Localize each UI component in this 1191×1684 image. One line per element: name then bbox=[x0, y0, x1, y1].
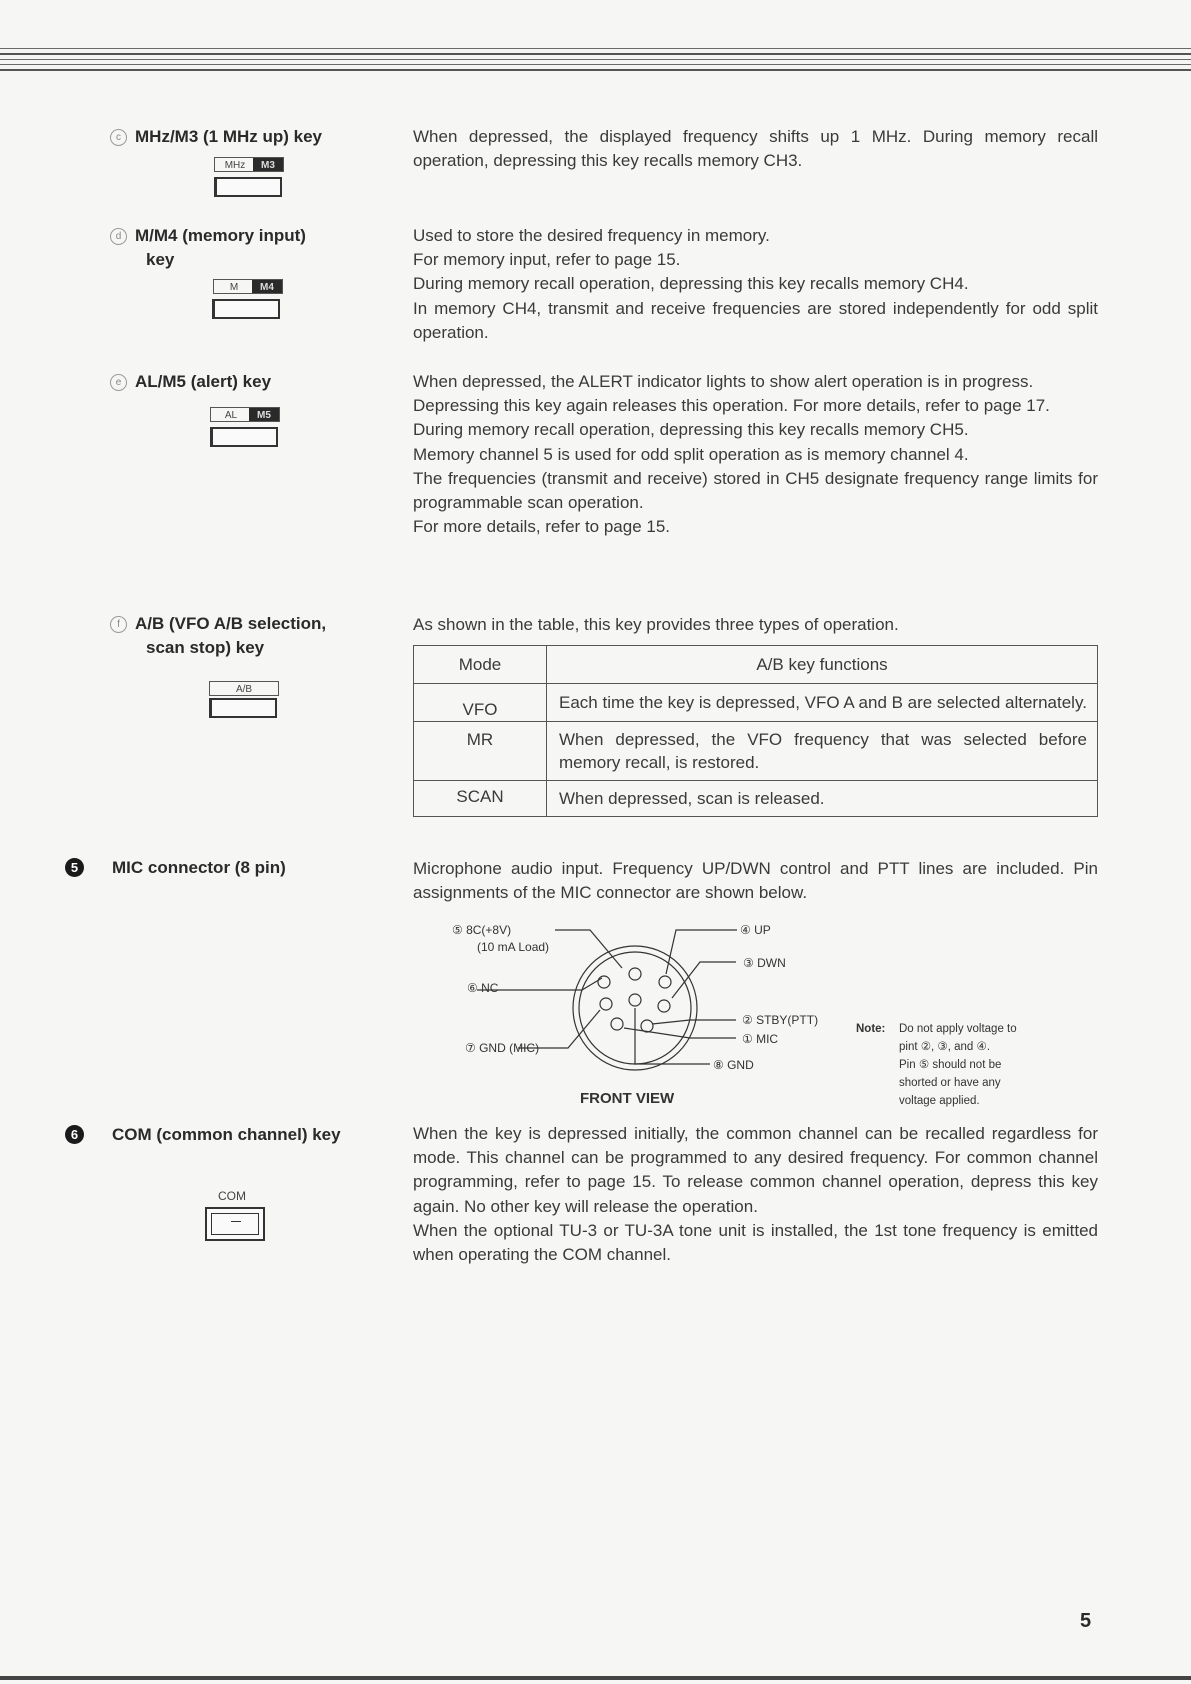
com-key[interactable] bbox=[205, 1207, 265, 1241]
table-header-row bbox=[414, 646, 1098, 684]
entry-f-title-2: scan stop) key bbox=[146, 638, 265, 657]
pin-5-load-label: (10 mA Load) bbox=[477, 940, 550, 954]
front-view-caption: FRONT VIEW bbox=[580, 1090, 675, 1107]
table-header-mode: Mode bbox=[414, 646, 547, 684]
pin-2 bbox=[611, 1018, 623, 1030]
mic-title: MIC connector (8 pin) bbox=[112, 858, 286, 877]
al-m5-key-label: AL M5 bbox=[210, 407, 280, 422]
pin-4 bbox=[659, 976, 671, 988]
mhz-m3-key-label: MHz M3 bbox=[214, 157, 284, 172]
al-m5-key[interactable] bbox=[210, 427, 278, 447]
table-cell-mode: SCAN bbox=[414, 781, 547, 817]
entry-e-body: When depressed, the ALERT indicator lights to show alert operation is in progress. Depressing this key again releases this operation. For more details, refer to page 17. During memory recall operation, depressing this key recalls memory CH5. Memory channel 5 is used for odd split operation as is memory channel 4. The frequencies (transmit and receive) stored in CH5 designate frequency range limits for programmable scan operation. For more details, refer to page 15. bbox=[413, 372, 1098, 537]
table-row bbox=[414, 781, 1098, 817]
pin-5-label: ⑤ 8C(+8V) bbox=[452, 923, 512, 937]
table-cell-function: When depressed, the VFO frequency that was selected before memory recall, is restored. bbox=[547, 722, 1098, 781]
pin-7-label: ⑦ GND (MIC) bbox=[465, 1041, 540, 1055]
pin-2-label: ② STBY(PTT) bbox=[742, 1013, 819, 1027]
com-key-label: COM bbox=[218, 1189, 246, 1203]
entry-c-body: When depressed, the displayed frequency shifts up 1 MHz. During memory recall operation, depressing this key recalls memory CH3. bbox=[413, 127, 1098, 171]
page-number: 5 bbox=[1080, 1610, 1092, 1632]
mic-note: Note: Do not apply voltage to pint ②, ③, and ④. Pin ⑤ should not be shorted or have any voltage applied. bbox=[856, 1020, 1017, 1110]
pin-5 bbox=[629, 968, 641, 980]
pin-3-label: ③ DWN bbox=[743, 956, 786, 970]
entry-d-body: Used to store the desired frequency in memory. For memory input, refer to page 15. During memory recall operation, depressing this key recalls memory CH4. In memory CH4, transmit and receive frequencies are stored independently for odd split operation. bbox=[413, 226, 1098, 342]
entry-d-title: M/M4 (memory input) bbox=[135, 226, 306, 245]
header-rules bbox=[0, 48, 1191, 75]
com-title: COM (common channel) key bbox=[112, 1125, 341, 1144]
marker-d: d bbox=[110, 228, 127, 245]
entry-d-title-2: key bbox=[146, 250, 175, 269]
footer-rule bbox=[0, 1676, 1191, 1680]
ab-functions-table bbox=[413, 645, 1098, 817]
mhz-m3-key[interactable] bbox=[214, 177, 282, 197]
table-row bbox=[414, 722, 1098, 781]
pin-1-label: ① MIC bbox=[742, 1032, 779, 1046]
ab-key[interactable] bbox=[209, 698, 277, 718]
m-m4-key-label: M M4 bbox=[213, 279, 283, 294]
pin-4-label: ④ UP bbox=[740, 923, 771, 937]
table-header-functions: A/B key functions bbox=[547, 646, 1098, 684]
pin-6-label: ⑥ NC bbox=[467, 981, 499, 995]
com-heading bbox=[70, 1123, 392, 1147]
pin-3 bbox=[658, 1000, 670, 1012]
marker-c: c bbox=[110, 129, 127, 146]
table-cell-function: When depressed, scan is released. bbox=[547, 781, 1098, 817]
entry-c-title: MHz/M3 (1 MHz up) key bbox=[135, 127, 323, 146]
entry-e-heading bbox=[110, 370, 390, 394]
pin-8 bbox=[629, 994, 641, 1006]
com-body: When the key is depressed initially, the common channel can be recalled regardless for mode. This channel can be programmed to any desired frequency. For common channel programming, refer to page 15. To release common channel operation, depress this key again. No other key will release the operation. When the optional TU-3 or TU-3A tone unit is installed, the 1st tone frequency is emitted when operating the COM channel. bbox=[413, 1124, 1098, 1265]
entry-f-intro: As shown in the table, this key provides three types of operation. bbox=[413, 615, 899, 634]
entry-f-heading bbox=[110, 612, 390, 660]
marker-e: e bbox=[110, 374, 127, 391]
entry-c-heading bbox=[110, 125, 390, 149]
entry-e-title: AL/M5 (alert) key bbox=[135, 372, 272, 391]
pin-6 bbox=[598, 976, 610, 988]
table-cell-mode: VFO bbox=[414, 684, 547, 722]
table-cell-mode: MR bbox=[414, 722, 547, 781]
mic-body: Microphone audio input. Frequency UP/DWN control and PTT lines are included. Pin assignments of the MIC connector are shown below. bbox=[413, 859, 1098, 903]
item-number-5: 5 bbox=[65, 858, 84, 877]
pin-7 bbox=[600, 998, 612, 1010]
marker-f: f bbox=[110, 616, 127, 633]
mic-heading bbox=[70, 856, 392, 880]
ab-key-label: A/B bbox=[209, 681, 279, 696]
m-m4-key[interactable] bbox=[212, 299, 280, 319]
item-number-6: 6 bbox=[65, 1125, 84, 1144]
table-row bbox=[414, 684, 1098, 722]
pin-1 bbox=[641, 1020, 653, 1032]
table-cell-function: Each time the key is depressed, VFO A and B are selected alternately. bbox=[547, 684, 1098, 722]
pin-8-label: ⑧ GND bbox=[713, 1058, 754, 1072]
note-label: Note: bbox=[856, 1023, 886, 1035]
entry-d-heading bbox=[110, 224, 390, 272]
entry-f-title: A/B (VFO A/B selection, bbox=[135, 614, 327, 633]
